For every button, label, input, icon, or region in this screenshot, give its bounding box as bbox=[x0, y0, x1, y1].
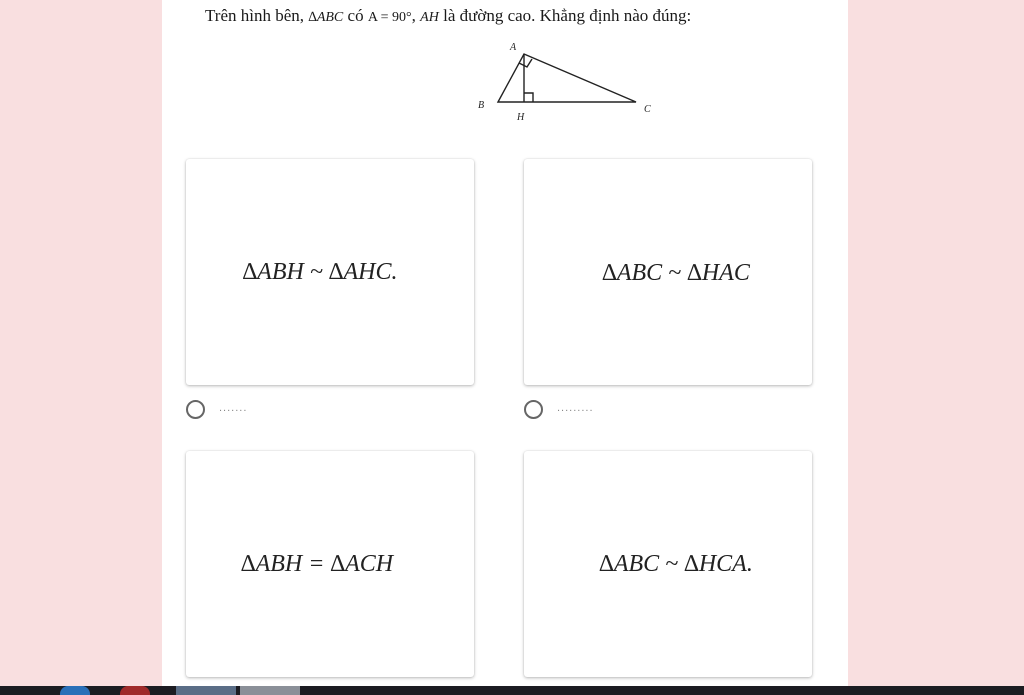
triangle-figure bbox=[472, 36, 672, 126]
vertex-b-label: B bbox=[478, 100, 485, 111]
option-card-1[interactable] bbox=[186, 159, 474, 385]
option-card-4[interactable] bbox=[524, 451, 812, 677]
option-radio-label-1: ....... bbox=[219, 401, 248, 414]
option-card-3[interactable] bbox=[186, 451, 474, 677]
option-radio-2[interactable] bbox=[524, 400, 543, 419]
option-text-1: ∆ABH ~ ∆AHC. bbox=[242, 258, 398, 285]
option-radio-row-2 bbox=[524, 400, 594, 419]
option-text-3: ∆ABH = ∆ACH bbox=[240, 550, 394, 577]
taskbar bbox=[0, 686, 1024, 695]
vertex-c-label: C bbox=[644, 104, 651, 115]
point-h-label: H bbox=[517, 112, 525, 123]
taskbar-window-2[interactable] bbox=[240, 686, 300, 695]
option-radio-1[interactable] bbox=[186, 400, 205, 419]
taskbar-start-icon[interactable] bbox=[60, 686, 90, 695]
option-radio-label-2: ......... bbox=[557, 401, 594, 414]
taskbar-app-icon[interactable] bbox=[120, 686, 150, 695]
option-text-4: ∆ABC ~ ∆HCA. bbox=[599, 550, 753, 577]
option-text-2: ∆ABC ~ ∆HAC bbox=[602, 259, 750, 286]
taskbar-window-1[interactable] bbox=[176, 686, 236, 695]
altitude-label: AH bbox=[420, 10, 439, 25]
vertex-a-label: A bbox=[510, 42, 517, 53]
question-text: Trên hình bên, ∆ABC có A = 90°, AH là đường cao. Khẳng định nào đúng: bbox=[205, 6, 692, 25]
option-radio-row-1 bbox=[186, 400, 247, 419]
angle-expression: A = 90° bbox=[367, 10, 412, 25]
triangle-abc bbox=[498, 54, 636, 102]
option-card-2[interactable] bbox=[524, 159, 812, 385]
right-angle-h bbox=[524, 93, 533, 102]
triangle-abc-label: ∆ABC bbox=[308, 10, 344, 25]
